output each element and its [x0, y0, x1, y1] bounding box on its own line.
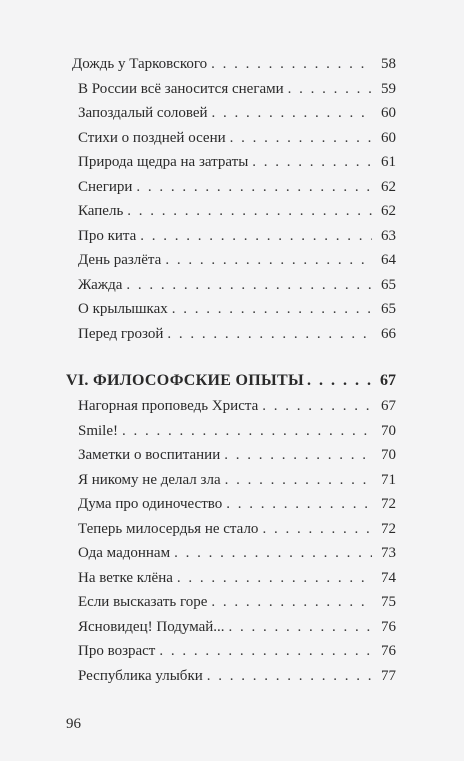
toc-entry	[66, 52, 396, 77]
folio-page-number: 96	[66, 716, 81, 732]
toc-entry	[66, 175, 396, 200]
toc-entry-title: На ветке клёна	[78, 569, 173, 586]
toc-entry-title: Снегири	[78, 178, 133, 195]
toc-entry-page: 72	[381, 520, 396, 537]
toc-entry	[66, 664, 396, 689]
toc-entry-title: Нагорная проповедь Христа	[78, 398, 259, 414]
toc-entry-page: 71	[381, 471, 396, 488]
toc-entry-title: Про кита	[78, 227, 137, 244]
toc-entry	[66, 639, 396, 664]
leader-dots	[262, 394, 372, 419]
toc-entry-page: 62	[381, 178, 396, 195]
toc-entry-page: 60	[381, 105, 396, 121]
table-of-contents	[66, 52, 396, 688]
toc-entry-page: 63	[381, 227, 396, 244]
toc-entry-page: 66	[381, 325, 396, 342]
toc-entry-title: Если высказать горе	[78, 594, 208, 610]
leader-dots	[211, 52, 372, 77]
toc-entry-title: О крылышках	[78, 301, 168, 317]
toc-entry-title: Про возраст	[78, 643, 156, 659]
toc-entry-page: 70	[381, 447, 396, 463]
toc-entry-title: Smile!	[78, 422, 118, 439]
toc-entry-title: Стихи о поздней осени	[78, 129, 226, 146]
toc-entry	[66, 590, 396, 615]
toc-entry	[66, 492, 396, 517]
toc-entry	[66, 566, 396, 591]
toc-entry	[66, 150, 396, 175]
section-spacer	[66, 346, 396, 368]
toc-entry-page: 74	[381, 569, 396, 586]
toc-entry	[66, 517, 396, 542]
toc-entry-page: 62	[381, 203, 396, 219]
toc-entry-title: Ясновидец! Подумай...	[78, 618, 225, 635]
toc-entry	[66, 297, 396, 322]
toc-section-heading	[66, 368, 396, 394]
toc-entry-page: 73	[381, 545, 396, 561]
toc-entry-title: Теперь милосердья не стало	[78, 520, 259, 537]
toc-entry-title: Запоздалый соловей	[78, 105, 208, 121]
leader-dots	[172, 297, 372, 322]
leader-dots	[226, 492, 372, 517]
leader-dots	[207, 664, 372, 689]
toc-entry	[66, 101, 396, 126]
toc-entry-title: День разлёта	[78, 252, 162, 268]
leader-dots	[225, 468, 372, 493]
leader-dots	[224, 443, 372, 468]
toc-entry-page: 59	[381, 80, 396, 97]
leader-dots	[165, 248, 372, 273]
leader-dots	[126, 273, 372, 298]
leader-dots	[307, 368, 377, 394]
toc-entry-page: 75	[381, 594, 396, 610]
toc-entry-title: Дождь у Тарковского	[72, 56, 208, 72]
toc-entry-page: 76	[381, 618, 396, 635]
leader-dots	[230, 126, 372, 151]
toc-entry-page: 65	[381, 301, 396, 317]
toc-entry-title: Дума про одиночество	[78, 496, 223, 512]
toc-group-1	[66, 52, 396, 346]
leader-dots	[212, 101, 372, 126]
toc-entry-page: 67	[381, 398, 396, 414]
toc-entry	[66, 394, 396, 419]
leader-dots	[177, 566, 372, 591]
toc-entry	[66, 322, 396, 347]
leader-dots	[288, 77, 372, 102]
toc-group-2	[66, 394, 396, 688]
section-title: VI. ФИЛОСОФСКИЕ ОПЫТЫ	[66, 372, 305, 389]
toc-entry-page: 76	[381, 643, 396, 659]
leader-dots	[140, 224, 372, 249]
leader-dots	[167, 322, 372, 347]
toc-entry	[66, 126, 396, 151]
toc-entry-page: 65	[381, 276, 396, 293]
leader-dots	[262, 517, 372, 542]
leader-dots	[229, 615, 372, 640]
toc-entry-page: 60	[381, 129, 396, 146]
leader-dots	[174, 541, 372, 566]
toc-entry	[66, 541, 396, 566]
toc-entry-title: Природа щедра на затраты	[78, 154, 249, 170]
toc-entry-title: Республика улыбки	[78, 667, 203, 684]
toc-entry-title: Заметки о воспитании	[78, 447, 221, 463]
toc-entry-title: В России всё заносится снегами	[78, 80, 284, 97]
toc-entry-page: 61	[381, 154, 396, 170]
toc-entry	[66, 77, 396, 102]
section-page-number: 67	[380, 372, 396, 389]
toc-entry	[66, 468, 396, 493]
toc-entry-title: Капель	[78, 203, 124, 219]
leader-dots	[127, 199, 372, 224]
toc-entry	[66, 248, 396, 273]
leader-dots	[211, 590, 372, 615]
toc-entry	[66, 273, 396, 298]
toc-entry-page: 72	[381, 496, 396, 512]
toc-entry	[66, 419, 396, 444]
toc-entry-page: 64	[381, 252, 396, 268]
toc-entry-title: Ода мадоннам	[78, 545, 171, 561]
leader-dots	[159, 639, 372, 664]
leader-dots	[136, 175, 372, 200]
toc-entry	[66, 224, 396, 249]
toc-entry-title: Я никому не делал зла	[78, 471, 221, 488]
toc-entry-title: Жажда	[78, 276, 123, 293]
toc-entry	[66, 199, 396, 224]
toc-entry-title: Перед грозой	[78, 325, 164, 342]
leader-dots	[252, 150, 372, 175]
toc-entry	[66, 615, 396, 640]
toc-entry-page: 70	[381, 422, 396, 439]
toc-entry	[66, 443, 396, 468]
toc-entry-page: 58	[381, 56, 396, 72]
toc-entry-page: 77	[381, 667, 396, 684]
leader-dots	[122, 419, 372, 444]
